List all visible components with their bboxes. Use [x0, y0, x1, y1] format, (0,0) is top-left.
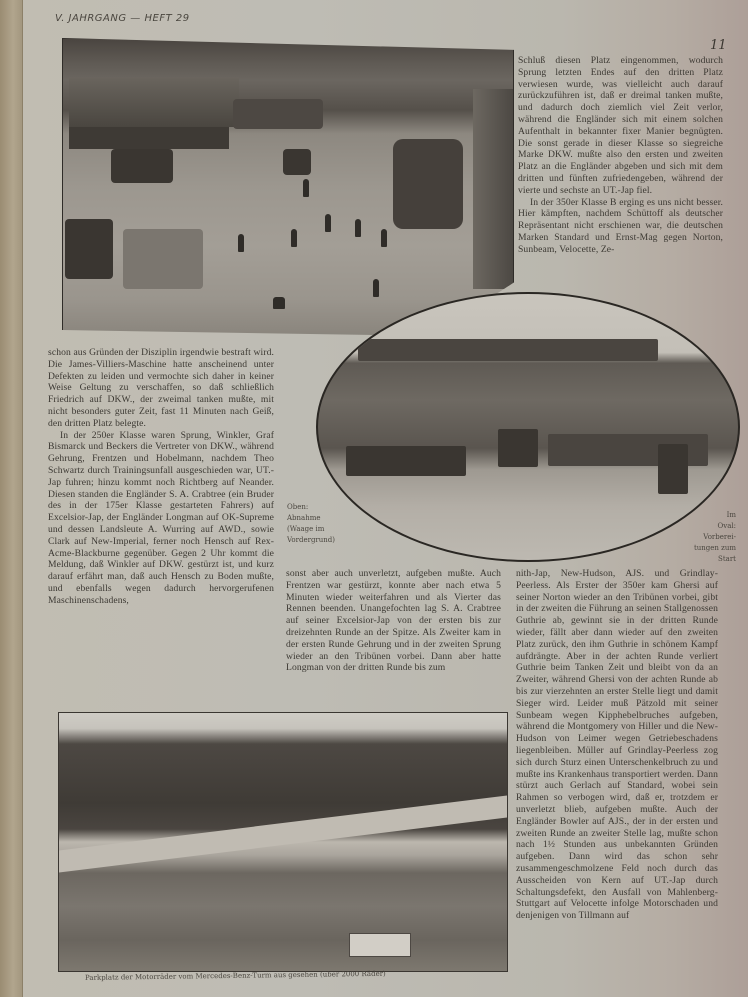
text-column-left — [48, 347, 274, 607]
photo-crowd-middle — [498, 429, 538, 467]
caption-line: Oval: — [717, 522, 736, 530]
paragraph: In der 350er Klasse B erging es uns nicht besser. Hier kämpften, nachdem Schüttoff als deutscher Repräsentant nicht erschienen war, die deutschen Marken Standard und Ernst-Mag gegen Norton, Sunbeam, Velocette, Ze- — [518, 196, 723, 255]
photo-person — [238, 234, 244, 252]
photo-person — [373, 279, 379, 297]
caption-line: tungen zum Start — [693, 544, 736, 563]
paragraph: schon aus Gründen der Disziplin irgendwie bestraft wird. Die James-Villiers-Maschine hatte anscheinend unter Defekten zu leiden und vermochte sich daher in keiner Weise Geltung zu verschaffen, so daß schließlich Friedrich auf DKW., der zweimal tanken mußte, mit nicht besonders guter Zeit, fast 11 Minuten nach Geiß, den dritten Platz belegte. — [48, 347, 274, 429]
photo-person — [355, 219, 361, 237]
photo-car — [65, 219, 113, 279]
book-spine — [0, 0, 23, 997]
paragraph: Schluß diesen Platz eingenommen, wodurch Sprung letzten Endes auf den dritten Platz verwiesen wurde, was vielleicht auch darauf zurückzuführen ist, daß er dreimal tanken mußte, und dadurch doch ziemlich viel Zeit verlor, während die Engländer sich mit einem solchen Aufenthalt in bekannter fixer Manier begnügten. Die sonst gerade in dieser Klasse so siegreiche Marke DKW. mußte also den ersten und zweiten Platz an die Engländer abgeben und sich mit dem dritten und fünften zufriedengeben, während der vierte und sechste an UT.-Jap fiel. — [518, 55, 723, 196]
photo-person-walking — [658, 444, 688, 494]
running-head: V. JAHRGANG — HEFT 29 — [55, 13, 190, 24]
caption-bottom-photo: Parkplatz der Motorräder vom Mercedes-Benz-Turm aus gesehen (über 2000 Räder) — [84, 969, 386, 982]
caption-line: Vordergrund) — [287, 536, 335, 544]
photo-shed-shadow — [69, 127, 229, 149]
photo-grandstand-oval — [316, 292, 740, 562]
caption-line: (Waage im — [287, 525, 325, 533]
photo-road — [59, 795, 507, 872]
photo-car — [233, 99, 323, 129]
photo-person — [325, 214, 331, 232]
photo-person — [291, 229, 297, 247]
caption-oval-left — [287, 502, 357, 546]
caption-line: Abnahme — [287, 514, 321, 522]
paragraph: In der 250er Klasse waren Sprung, Winkler, Graf Bismarck und Beckers die Vertreter von DKW., während Gehrung, Frentzen und Hobelmann, nachdem Theo Schwartz durch Trainingsunfall ausgeschieden war, UT.-Jap fuhren; hinzu kommt noch Richtberg auf Neander. Diesen standen die Engländer S. A. Crabtree (ein Bruder des in der 175er Klasse gestarteten Fahrers) auf Excelsior-Jap, der Engländer Longman auf OK-Supreme und dessen Landsleute A. Wurring auf AWD., sowie Clark auf New-Imperial, ferner noch Hensch auf Rex-Acme-Blackburne gegenüber. Gegen 2 Uhr kommt die Meldung, daß Winkler auf DKW. gestürzt ist, und kurz darauf erfährt man, daß auch Hensch zu Boden mußte, und ebenfalls wegen dadurch hervorgerufenen Maschinenschadens, — [48, 429, 274, 606]
photo-shed-roof — [69, 77, 239, 127]
photo-paddock — [62, 38, 514, 336]
photo-person — [273, 297, 285, 309]
photo-car — [111, 149, 173, 183]
caption-oval-right — [678, 510, 736, 565]
paragraph: sonst aber auch unverletzt, aufgeben mußte. Auch Frentzen war gestürzt, konnte aber nach etwa 5 Minuten wieder weiterfahren und als Vierter das Rennen beenden. Unangefochten lag S. A. Crabtree auf seiner Excelsior-Jap von der ersten bis zur dreizehnten Runde an der Spitze. Als Zweiter kam in der ersten Runde Gehrung und in der zweiten Sprung wieder an den Tribünen vorbei. Dann aber hatte Longman von der dritten Runde bis zum — [286, 568, 501, 674]
photo-person — [381, 229, 387, 247]
photo-motorcycle-parking — [58, 712, 508, 972]
photo-car — [123, 229, 203, 289]
photo-hut — [349, 933, 411, 957]
caption-line: Vorberei- — [703, 533, 736, 541]
caption-line: Oben: — [287, 503, 309, 511]
text-column-right-bottom — [516, 568, 718, 922]
text-column-middle — [286, 568, 501, 674]
page-number: 11 — [710, 38, 727, 53]
photo-fence — [473, 89, 513, 289]
photo-car — [283, 149, 311, 175]
photo-crowd-left — [346, 446, 466, 476]
photo-crowd — [393, 139, 463, 229]
text-column-right-top — [518, 55, 723, 256]
photo-person — [303, 179, 309, 197]
caption-line: Im — [726, 511, 736, 519]
paragraph: nith-Jap, New-Hudson, AJS. und Grindlay-Peerless. Als Erster der 350er kam Ghersi auf seiner Norton wieder an den Tribünen vorbei, gibt in der zweiten die Führung an seinen Stallgenossen Guthrie ab, gewinnt sie in der dritten Runde wieder, fällt aber dann wieder auf den zweiten Platz zurück, den ihm Guthrie in schönem Kampf aufdrängte. Aber in der achten Runde verliert Guthrie beim Tanken Zeit und bleibt von da an Zweiter, während Ghersi von der achten Runde ab bis zur vierzehnten an erster Stelle liegt und damit Sieger wird. Leider muß Pätzold mit seiner Sunbeam wegen Kipphebelbruches aufgeben, während die Montgomery von Hiller und die New-Hudson von Leimer wegen Getriebeschadens liegenbleiben. Müller auf Grindlay-Peerless zog sich durch Sturz einen Unterschenkelbruch zu und mußte ins Krankenhaus transportiert werden. Dann stürzt auch Gerlach auf Standard, wobei sein Rahmen so verbogen wird, daß er, trotzdem er unverletzt blieb, aufgeben mußte. Auch der Engländer Bowler auf AJS., der in der ersten und zweiten Runde an zweiter Stelle lag, mußte schon nach 1½ Stunden aus unbekannten Gründen aufgeben. Dann wird das schon sehr zusammengeschmolzene Feld noch durch das Ausscheiden von Kern auf UT.-Jap durch Schaltungsdefekt, den Ausfall von Mahlenberg-Stuttgart auf Velocette infolge Motorschaden und denjenigen von Tillmann auf — [516, 568, 718, 922]
photo-spectators-top — [358, 339, 658, 361]
